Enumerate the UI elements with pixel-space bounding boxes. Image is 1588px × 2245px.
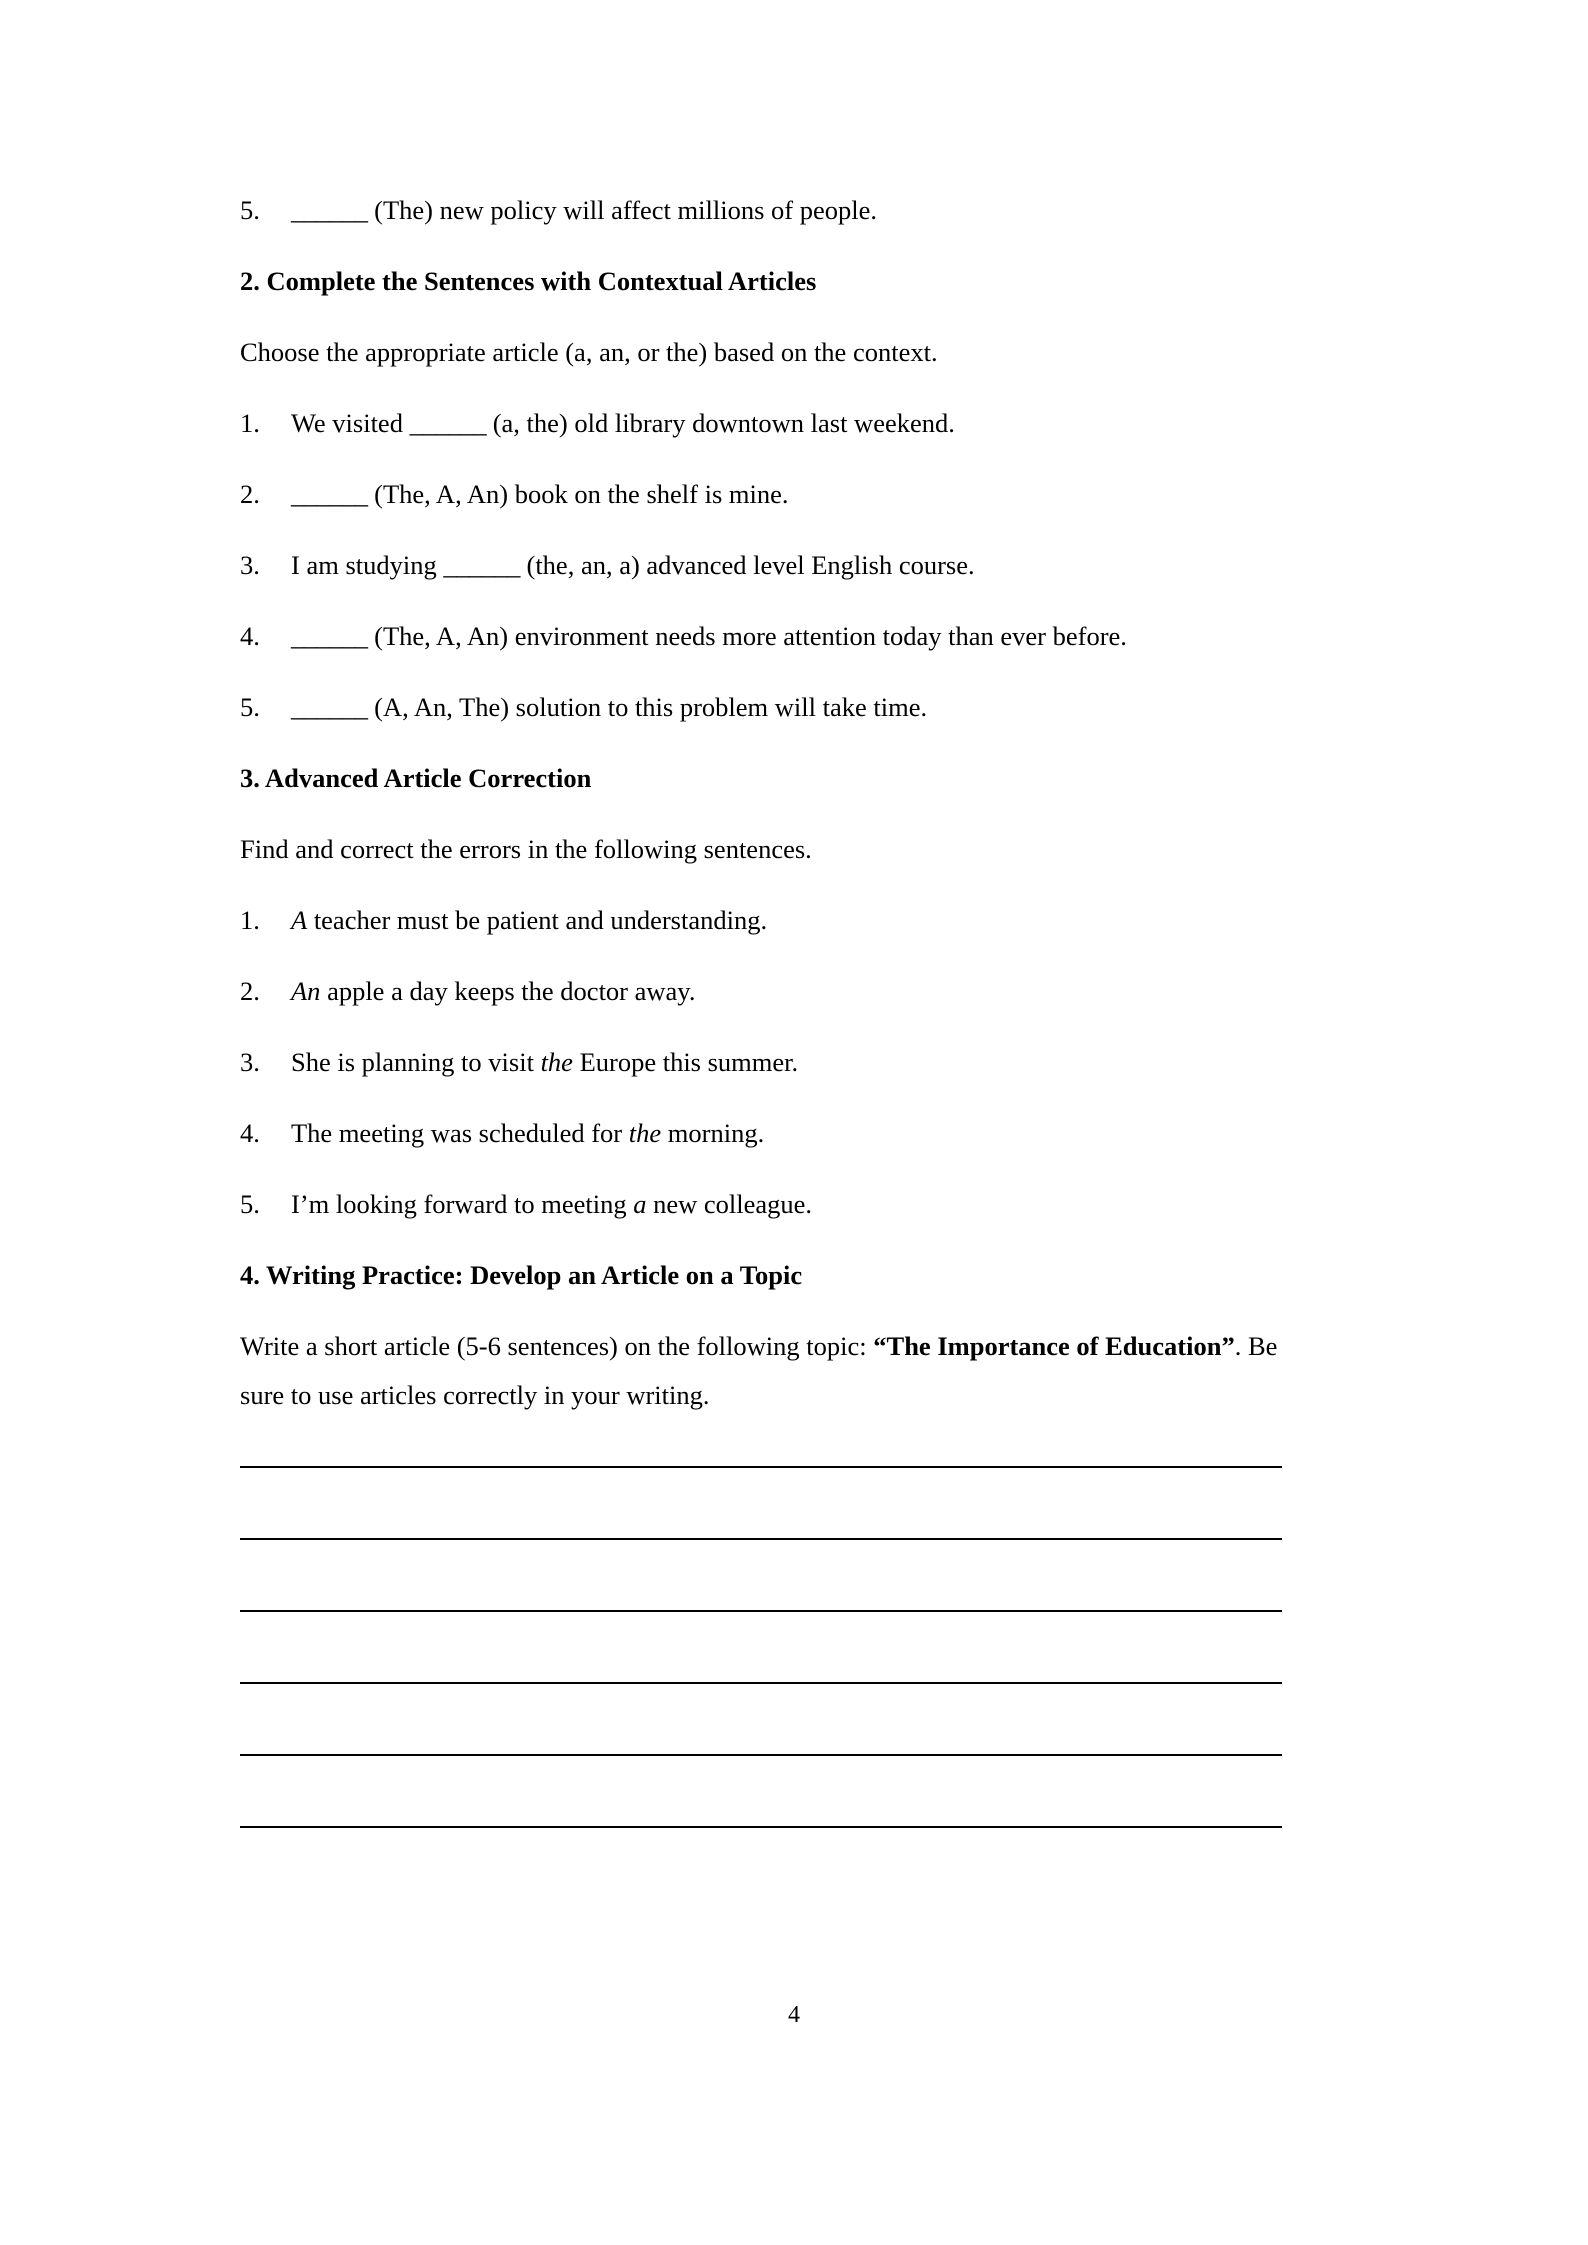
list-item	[240, 1109, 1285, 1158]
list-item	[240, 1038, 1285, 1087]
fill-in-blank: ______	[291, 692, 368, 722]
page-number: 4	[788, 2002, 800, 2028]
italic-article: a	[633, 1189, 647, 1219]
list-item-after: new colleague.	[646, 1189, 813, 1219]
list-item-text	[291, 1038, 1285, 1087]
list-item-after: (The, A, An) book on the shelf is mine.	[367, 479, 789, 509]
section-2-instruction: Choose the appropriate article (a, an, or the) based on the context.	[240, 337, 938, 367]
list-item-text	[291, 967, 1285, 1016]
list-item-before: I’m looking forward to meeting	[291, 1189, 634, 1219]
list-item-number: 4.	[240, 1118, 260, 1148]
writing-line[interactable]	[240, 1826, 1282, 1828]
italic-article: the	[540, 1047, 573, 1077]
fill-in-blank: ______	[291, 195, 368, 225]
section-4-heading: 4. Writing Practice: Develop an Article on a Topic	[240, 1260, 803, 1290]
writing-line[interactable]	[240, 1466, 1282, 1468]
list-item-after: (a, the) old library downtown last weekend.	[486, 408, 955, 438]
section-2-heading: 2. Complete the Sentences with Contextual Articles	[240, 266, 817, 296]
prompt-after: . Be sure to use articles correctly in your writing.	[240, 1331, 1278, 1410]
list-item-text	[291, 399, 1285, 448]
list-item-number: 4.	[240, 621, 260, 651]
list-item-before: We visited	[291, 408, 410, 438]
list-item-after: (The) new policy will affect millions of people.	[367, 195, 877, 225]
writing-line[interactable]	[240, 1682, 1282, 1684]
fill-in-blank: ______	[409, 408, 487, 438]
list-item	[240, 541, 1285, 590]
section-3-instruction: Find and correct the errors in the following sentences.	[240, 834, 812, 864]
list-item-number: 5.	[240, 692, 260, 722]
list-item-text	[291, 1180, 1285, 1229]
list-item-number: 5.	[240, 195, 260, 225]
list-item-after: (A, An, The) solution to this problem will take time.	[367, 692, 928, 722]
list-item-number: 1.	[240, 905, 260, 935]
list-item-before: She is planning to visit	[291, 1047, 541, 1077]
list-item-after: Europe this summer.	[572, 1047, 799, 1077]
list-item-text	[291, 612, 1285, 661]
list-item-text	[291, 186, 1285, 235]
list-item-after: (the, an, a) advanced level English course.	[519, 550, 975, 580]
document-content	[240, 186, 1285, 1442]
list-item-after: morning.	[661, 1118, 765, 1148]
list-item-number: 3.	[240, 550, 260, 580]
list-item-after: (The, A, An) environment needs more attention today than ever before.	[367, 621, 1127, 651]
fill-in-blank: ______	[291, 479, 368, 509]
section-3-list	[240, 896, 1285, 1229]
list-item-text	[291, 541, 1285, 590]
list-item	[240, 896, 1285, 945]
list-item	[240, 186, 1285, 235]
section-2-list	[240, 399, 1285, 732]
list-item	[240, 399, 1285, 448]
list-item	[240, 967, 1285, 1016]
list-item-text	[291, 1109, 1285, 1158]
list-item-after: teacher must be patient and understanding.	[307, 905, 768, 935]
writing-answer-lines	[240, 1466, 1282, 1828]
list-item-number: 1.	[240, 408, 260, 438]
section-4-prompt	[240, 1322, 1285, 1420]
italic-article: A	[291, 905, 308, 935]
list-item-text	[291, 896, 1285, 945]
italic-article: the	[628, 1118, 662, 1148]
list-item-number: 2.	[240, 479, 260, 509]
list-item-before: I am studying	[291, 550, 444, 580]
list-item-text	[291, 683, 1285, 732]
italic-article: An	[291, 976, 321, 1006]
list-item-number: 5.	[240, 1189, 260, 1219]
list-item	[240, 1180, 1285, 1229]
list-item	[240, 612, 1285, 661]
writing-line[interactable]	[240, 1538, 1282, 1540]
list-item	[240, 470, 1285, 519]
list-item-before: The meeting was scheduled for	[291, 1118, 629, 1148]
fill-in-blank: ______	[291, 621, 368, 651]
list-item-after: apple a day keeps the doctor away.	[320, 976, 696, 1006]
prompt-topic: “The Importance of Education”	[873, 1331, 1235, 1361]
list-item	[240, 683, 1285, 732]
list-item-number: 3.	[240, 1047, 260, 1077]
section-3-heading: 3. Advanced Article Correction	[240, 763, 592, 793]
list-item-number: 2.	[240, 976, 260, 1006]
carryover-list	[240, 186, 1285, 235]
writing-line[interactable]	[240, 1610, 1282, 1612]
list-item-text	[291, 470, 1285, 519]
writing-line[interactable]	[240, 1754, 1282, 1756]
prompt-before: Write a short article (5-6 sentences) on the following topic:	[240, 1331, 874, 1361]
fill-in-blank: ______	[443, 550, 520, 580]
